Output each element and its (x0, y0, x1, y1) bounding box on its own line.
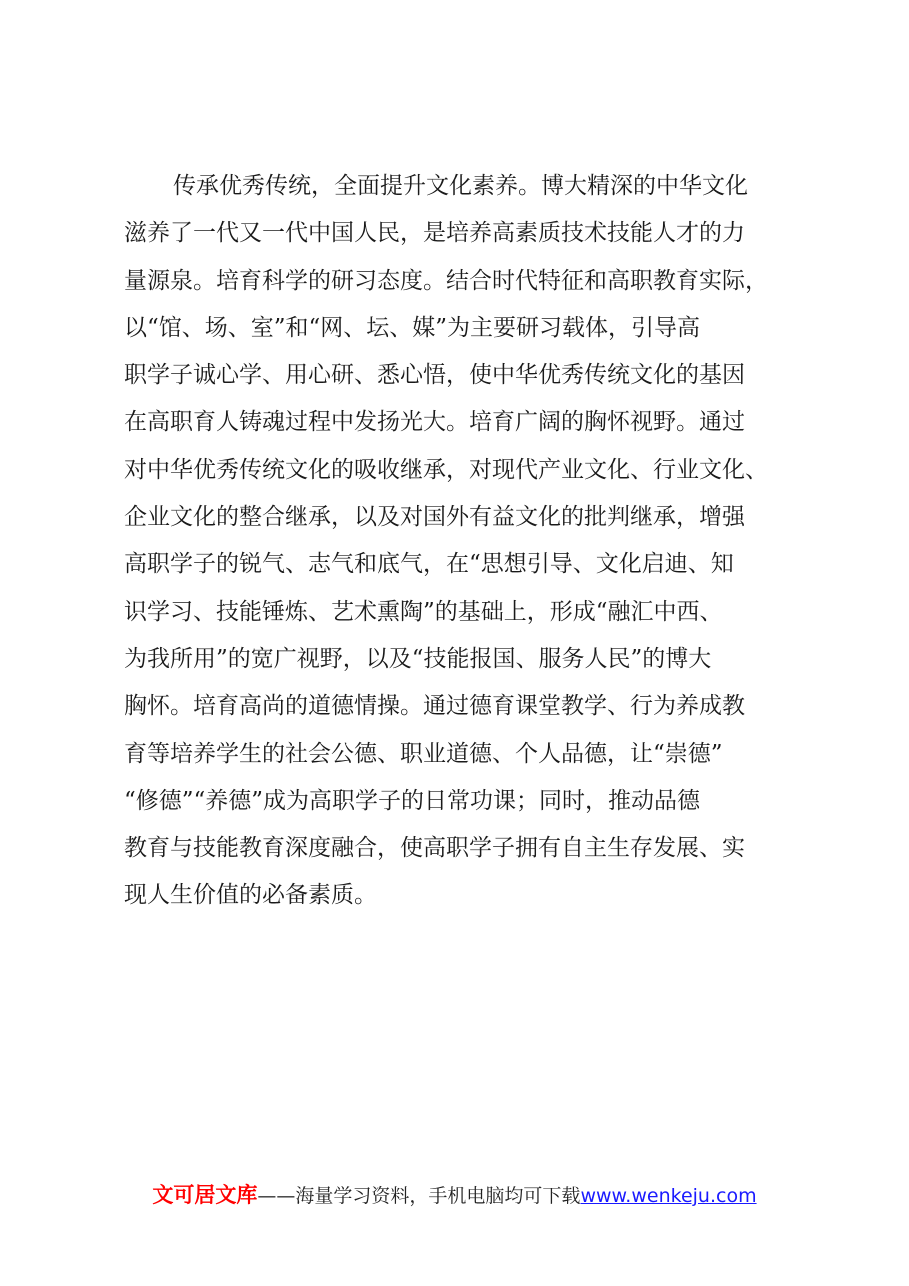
footer-separator: —— (257, 1185, 296, 1207)
paragraph-line: 量源泉。培育科学的研习态度。结合时代特征和高职教育实际， (124, 267, 768, 294)
paragraph-line: 滋养了一代又一代中国人民，是培养高素质技术技能人才的力 (124, 220, 745, 247)
paragraph-line: 为我所用”的宽广视野，以及“技能报国、服务人民”的博大 (124, 645, 712, 672)
paragraph-line: 现人生价值的必备素质。 (124, 882, 377, 909)
paragraph-line: 在高职育人铸魂过程中发扬光大。培育广阔的胸怀视野。通过 (124, 409, 745, 436)
paragraph-line: 高职学子的锐气、志气和底气，在“思想引导、文化启迪、知 (124, 551, 734, 578)
paragraph-line: 以“馆、场、室”和“网、坛、媒”为主要研习载体，引导高 (124, 314, 701, 341)
footer-site-link[interactable]: www.wenkeju.com (580, 1185, 757, 1207)
footer-brand: 文可居文库 (152, 1183, 258, 1207)
body-paragraph (124, 163, 814, 920)
paragraph-line: 识学习、技能锤炼、艺术熏陶”的基础上，形成“融汇中西、 (124, 598, 723, 625)
paragraph-line: 传承优秀传统，全面提升文化素养。博大精深的中华文化 (173, 173, 748, 199)
footer-tagline: 海量学习资料，手机电脑均可下载 (295, 1185, 581, 1207)
paragraph-line: 育等培养学生的社会公德、职业道德、个人品德，让“崇德” (124, 740, 723, 767)
paragraph-line: 对中华优秀传统文化的吸收继承，对现代产业文化、行业文化、 (124, 456, 768, 483)
paragraph-line: 企业文化的整合继承，以及对国外有益文化的批判继承，增强 (124, 504, 745, 531)
paragraph-line: “修德”“养德”成为高职学子的日常功课；同时，推动品德 (124, 787, 701, 814)
paragraph-line: 教育与技能教育深度融合，使高职学子拥有自主生存发展、实 (124, 835, 745, 862)
paragraph-line: 职学子诚心学、用心研、悉心悟，使中华优秀传统文化的基因 (124, 362, 745, 389)
footer-banner (0, 1180, 909, 1211)
paragraph-line: 胸怀。培育高尚的道德情操。通过德育课堂教学、行为养成教 (124, 693, 745, 720)
